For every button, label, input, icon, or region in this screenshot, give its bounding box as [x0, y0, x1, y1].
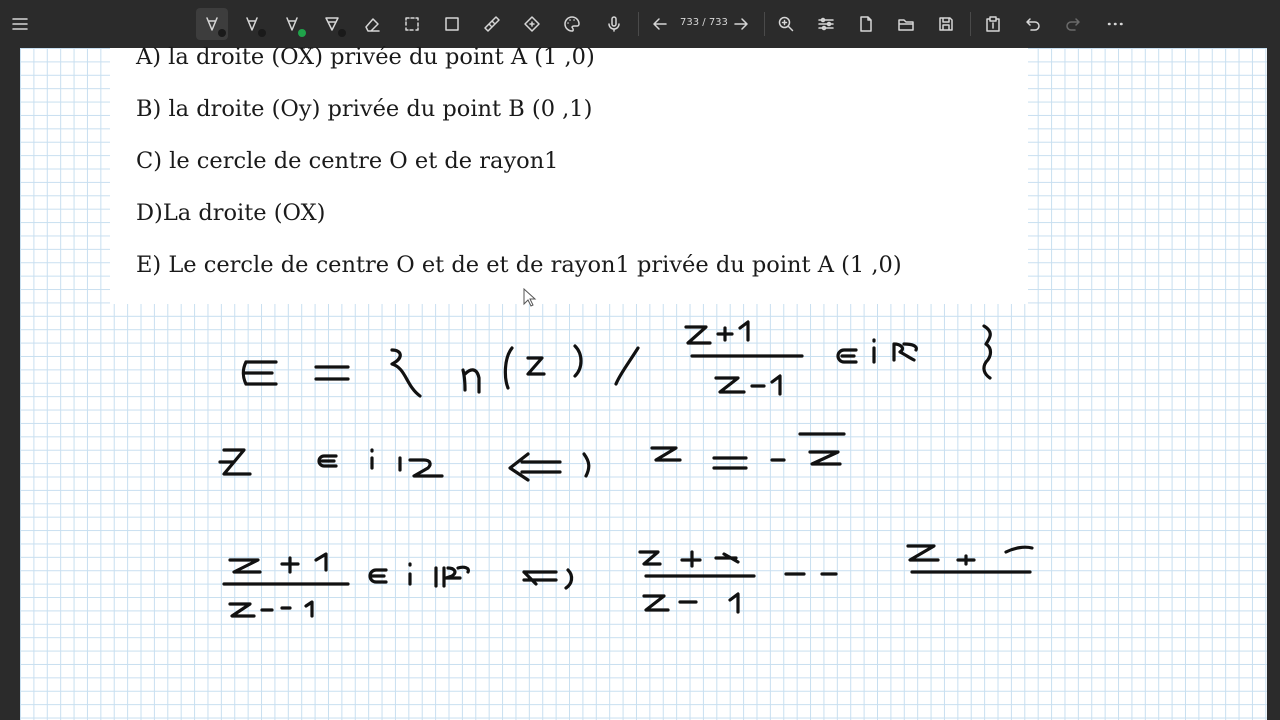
new-page-icon: [856, 14, 876, 34]
shape-icon: [522, 14, 542, 34]
separator: [970, 12, 971, 36]
microphone-icon: [604, 14, 624, 34]
pen-tool-2[interactable]: [236, 8, 268, 40]
ruler-tool[interactable]: [476, 8, 508, 40]
choice-c: C) le cercle de centre O et de rayon1: [136, 148, 559, 174]
choice-b: B) la droite (Oy) privée du point B (0 ,1): [136, 96, 593, 122]
ink-line-1: [243, 322, 990, 396]
eraser-icon: [362, 14, 382, 34]
choice-d: D)La droite (OX): [136, 200, 326, 226]
save-icon: [936, 14, 956, 34]
pen-color-dot: [218, 29, 226, 37]
mouse-cursor-icon: [523, 288, 537, 308]
choice-e: E) Le cercle de centre O et de et de rayon1 privée du point A (1 ,0): [136, 252, 902, 278]
menu-icon: [10, 14, 30, 34]
separator: [764, 12, 765, 36]
page-counter: 733 / 733: [680, 17, 728, 28]
zoom-icon: [776, 14, 796, 34]
choice-a: A) la droite (OX) privée du point A (1 ,0): [136, 44, 595, 70]
microphone-button[interactable]: [598, 8, 630, 40]
clipboard-icon: [983, 14, 1003, 34]
eraser-tool[interactable]: [356, 8, 388, 40]
arrow-left-icon: [650, 14, 670, 34]
lasso-select-icon: [402, 14, 422, 34]
save-button[interactable]: [930, 8, 962, 40]
separator: [638, 12, 639, 36]
highlighter-tool[interactable]: [316, 8, 348, 40]
redo-button[interactable]: [1057, 8, 1089, 40]
shape-tool[interactable]: [516, 8, 548, 40]
new-page-button[interactable]: [850, 8, 882, 40]
previous-page-button[interactable]: [644, 8, 676, 40]
redo-icon: [1063, 14, 1083, 34]
note-canvas[interactable]: [20, 44, 1267, 720]
menu-button[interactable]: [4, 8, 36, 40]
pen-color-dot: [258, 29, 266, 37]
pen-tool-1[interactable]: [196, 8, 228, 40]
handwritten-ink: [20, 48, 1267, 720]
rectangle-tool[interactable]: [436, 8, 468, 40]
more-button[interactable]: [1099, 8, 1131, 40]
more-icon: [1105, 14, 1125, 34]
palette-icon: [562, 14, 582, 34]
pen-color-dot: [338, 29, 346, 37]
palette-tool[interactable]: [556, 8, 588, 40]
toolbar: [0, 0, 1280, 48]
clipboard-button[interactable]: [977, 8, 1009, 40]
ink-line-3: [224, 546, 1032, 616]
pen-color-dot: [298, 29, 306, 37]
arrow-right-icon: [731, 14, 751, 34]
next-page-button[interactable]: [725, 8, 757, 40]
undo-button[interactable]: [1017, 8, 1049, 40]
adjust-icon: [816, 14, 836, 34]
pen-tool-3[interactable]: [276, 8, 308, 40]
ruler-icon: [482, 14, 502, 34]
lasso-select-tool[interactable]: [396, 8, 428, 40]
open-folder-icon: [896, 14, 916, 34]
undo-icon: [1023, 14, 1043, 34]
right-edge: [1267, 48, 1280, 720]
open-button[interactable]: [890, 8, 922, 40]
ink-line-2: [220, 434, 844, 480]
zoom-button[interactable]: [770, 8, 802, 40]
adjust-button[interactable]: [810, 8, 842, 40]
rectangle-icon: [442, 14, 462, 34]
